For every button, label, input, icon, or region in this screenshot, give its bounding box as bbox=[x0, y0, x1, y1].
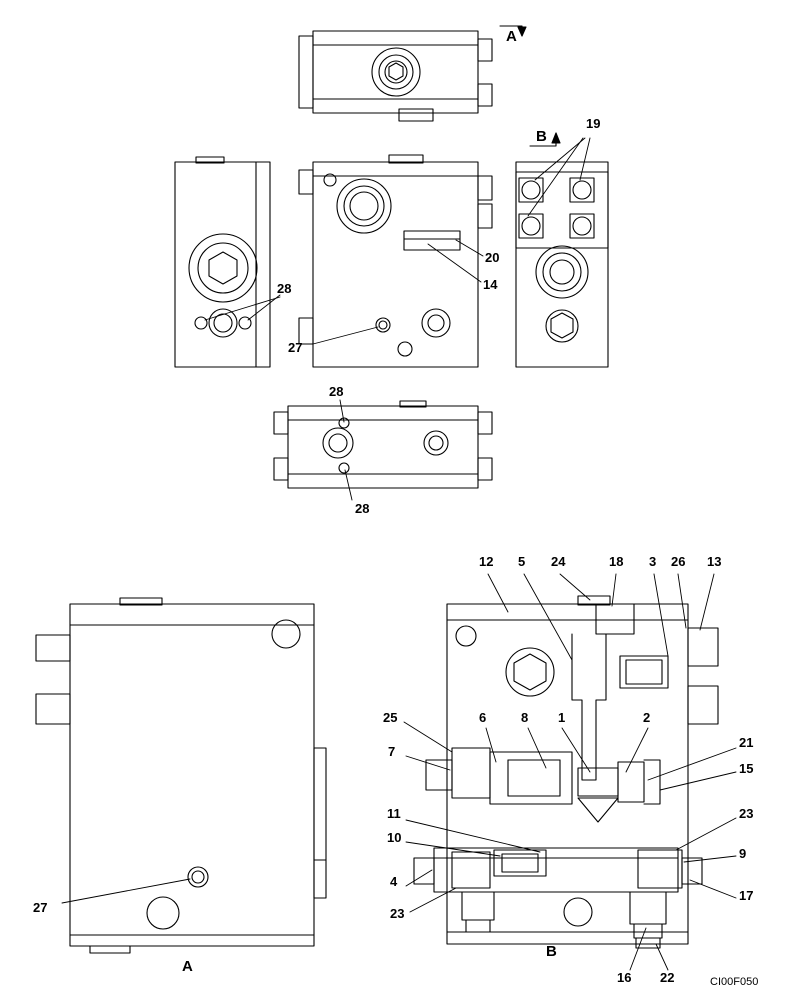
sheet-code: CI00F050 bbox=[710, 976, 759, 988]
top-view-valve-body bbox=[299, 31, 492, 121]
section-marker-a-top: A bbox=[506, 28, 517, 45]
callout-21: 21 bbox=[739, 735, 754, 750]
callout-3: 3 bbox=[649, 554, 657, 569]
leader-27-mid bbox=[313, 327, 378, 344]
callout-8: 8 bbox=[521, 710, 529, 725]
leader-20-14 bbox=[428, 240, 483, 282]
callout-18: 18 bbox=[609, 554, 624, 569]
leader-section-b-top bbox=[488, 574, 714, 660]
bottom-view bbox=[274, 401, 492, 488]
left-side-view bbox=[175, 157, 270, 367]
callout-23-r: 23 bbox=[739, 806, 754, 821]
leader-section-b-low bbox=[406, 818, 736, 970]
callout-19: 19 bbox=[586, 116, 601, 131]
callout-11: 11 bbox=[387, 806, 401, 821]
callout-10: 10 bbox=[387, 830, 402, 845]
callout-22: 22 bbox=[660, 970, 675, 985]
callout-5: 5 bbox=[518, 554, 526, 569]
callout-17: 17 bbox=[739, 888, 754, 903]
callout-28-a: 28 bbox=[277, 281, 292, 296]
callout-6: 6 bbox=[479, 710, 487, 725]
front-view-valve-body bbox=[299, 155, 492, 367]
callout-12: 12 bbox=[479, 554, 494, 569]
callout-26: 26 bbox=[671, 554, 686, 569]
view-label-b: B bbox=[546, 943, 557, 960]
leader-19 bbox=[528, 138, 590, 216]
right-side-view bbox=[516, 162, 608, 367]
leader-28-bottom bbox=[340, 400, 352, 500]
callout-28-b: 28 bbox=[329, 384, 344, 399]
callout-16: 16 bbox=[617, 970, 632, 985]
callout-15: 15 bbox=[739, 761, 754, 776]
leader-section-b-mid bbox=[404, 722, 736, 790]
callout-2: 2 bbox=[643, 710, 651, 725]
callout-4: 4 bbox=[390, 874, 398, 889]
leader-28-left bbox=[205, 295, 280, 320]
callout-25: 25 bbox=[383, 710, 398, 725]
callout-27-mid: 27 bbox=[288, 340, 303, 355]
callout-27-section-a: 27 bbox=[33, 900, 48, 915]
callout-9: 9 bbox=[739, 846, 747, 861]
callout-20: 20 bbox=[485, 250, 500, 265]
callout-1: 1 bbox=[558, 710, 566, 725]
callout-7: 7 bbox=[388, 744, 396, 759]
section-marker-b-top: B bbox=[536, 128, 547, 145]
callout-13: 13 bbox=[707, 554, 722, 569]
callout-28-c: 28 bbox=[355, 501, 370, 516]
callout-23-l: 23 bbox=[390, 906, 405, 921]
callout-24: 24 bbox=[551, 554, 566, 569]
view-label-a: A bbox=[182, 958, 193, 975]
callout-14: 14 bbox=[483, 277, 498, 292]
